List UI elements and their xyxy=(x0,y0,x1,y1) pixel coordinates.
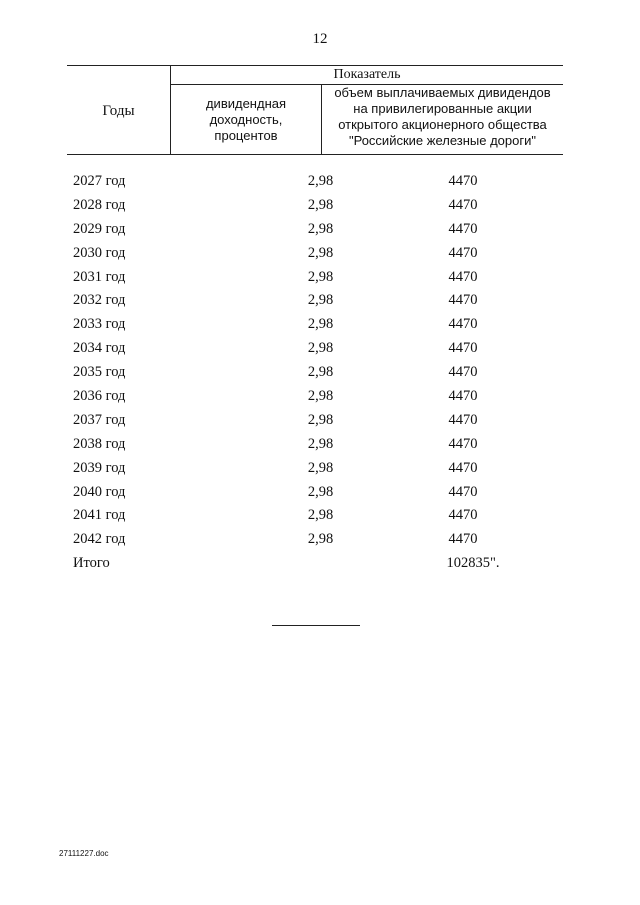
yield-cell: 2,98 xyxy=(307,459,334,476)
year-cell: 2037 год xyxy=(73,411,126,428)
table-row xyxy=(73,194,553,218)
yield-cell: 2,98 xyxy=(307,531,334,548)
year-cell: 2039 год xyxy=(73,459,126,476)
year-cell: 2034 год xyxy=(73,340,126,357)
yield-cell: 2,98 xyxy=(307,483,334,500)
year-cell: 2029 год xyxy=(73,220,126,237)
table-row xyxy=(73,266,553,290)
volume-cell: 4470 xyxy=(448,507,478,524)
header-bottom-rule xyxy=(67,154,563,155)
volume-cell: 4470 xyxy=(448,364,478,381)
yield-cell: 2,98 xyxy=(307,435,334,452)
volume-cell: 4470 xyxy=(448,220,478,237)
year-cell: 2041 год xyxy=(73,507,126,524)
volume-cell: 4470 xyxy=(448,483,478,500)
total-row xyxy=(73,552,553,576)
yield-cell: 2,98 xyxy=(307,340,334,357)
table-row xyxy=(73,313,553,337)
table-row xyxy=(73,504,553,528)
year-cell: 2036 год xyxy=(73,388,126,405)
table-row xyxy=(73,218,553,242)
table-header xyxy=(67,65,563,155)
yield-cell: 2,98 xyxy=(307,173,334,189)
end-separator-line xyxy=(272,625,360,626)
total-label: Итого xyxy=(73,555,110,572)
yield-cell: 2,98 xyxy=(307,507,334,524)
yield-cell: 2,98 xyxy=(307,196,334,213)
yield-cell: 2,98 xyxy=(307,220,334,237)
indicator-header: Показатель xyxy=(333,67,401,82)
volume-cell: 4470 xyxy=(448,173,478,189)
table-row xyxy=(73,457,553,481)
volume-cell: 4470 xyxy=(448,388,478,405)
year-cell: 2033 год xyxy=(73,316,126,333)
year-cell: 2032 год xyxy=(73,292,126,309)
yield-cell: 2,98 xyxy=(307,411,334,428)
table-row xyxy=(73,289,553,313)
year-cell: 2027 год xyxy=(73,173,126,189)
document-id: 27111227.doc xyxy=(59,849,109,858)
volume-cell: 4470 xyxy=(448,244,478,261)
year-cell: 2035 год xyxy=(73,364,126,381)
volume-cell: 4470 xyxy=(448,268,478,285)
volume-cell: 4470 xyxy=(448,316,478,333)
table-row xyxy=(73,361,553,385)
dividend-yield-header: дивидендная доходность, процентов xyxy=(205,96,287,143)
header-top-rule xyxy=(67,65,563,66)
volume-cell: 4470 xyxy=(448,531,478,548)
volume-cell: 4470 xyxy=(448,411,478,428)
year-cell: 2038 год xyxy=(73,435,126,452)
yield-cell: 2,98 xyxy=(307,292,334,309)
table-row xyxy=(73,170,553,194)
year-cell: 2040 год xyxy=(73,483,126,500)
table-body xyxy=(73,170,553,576)
year-cell: 2030 год xyxy=(73,244,126,261)
table-row xyxy=(73,481,553,505)
total-volume: 102835". xyxy=(446,555,500,572)
yield-cell: 2,98 xyxy=(307,388,334,405)
yield-cell: 2,98 xyxy=(307,268,334,285)
year-cell: 2028 год xyxy=(73,196,126,213)
yield-cell: 2,98 xyxy=(307,364,334,381)
volume-cell: 4470 xyxy=(448,340,478,357)
table-row xyxy=(73,337,553,361)
table-row xyxy=(73,409,553,433)
dividend-volume-header: объем выплачиваемых дивидендов на привилегированные акции открытого акционерного общества "Российские железные дороги" xyxy=(334,85,551,148)
table-row xyxy=(73,385,553,409)
table-row xyxy=(73,528,553,552)
year-cell: 2031 год xyxy=(73,268,126,285)
volume-cell: 4470 xyxy=(448,196,478,213)
volume-cell: 4470 xyxy=(448,459,478,476)
volume-cell: 4470 xyxy=(448,435,478,452)
yield-cell: 2,98 xyxy=(307,244,334,261)
years-column-header: Годы xyxy=(102,103,135,119)
yield-cell: 2,98 xyxy=(307,316,334,333)
volume-cell: 4470 xyxy=(448,292,478,309)
table-row xyxy=(73,242,553,266)
table-row xyxy=(73,433,553,457)
page-number: 12 xyxy=(312,31,328,47)
year-cell: 2042 год xyxy=(73,531,126,548)
